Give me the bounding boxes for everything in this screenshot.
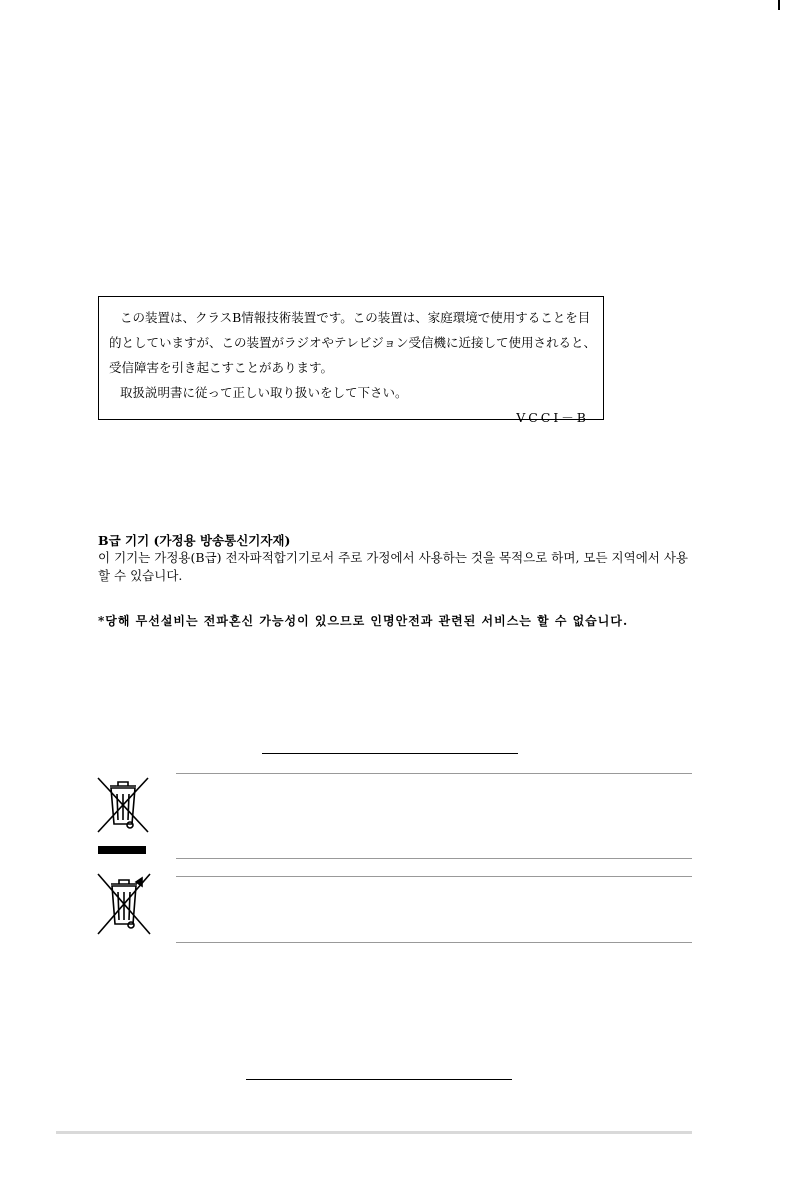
- korean-wireless-note: *당해 무선설비는 전파혼신 가능성이 있으므로 인명안전과 관련된 서비스는 할 수 없습니다.: [98, 614, 629, 628]
- weee-date-bar: [98, 846, 146, 854]
- korean-notice-body: 이 기기는 가정용(B급) 전자파적합기기로서 주로 가정에서 사용하는 것을 목적으로 하며, 모든 지역에서 사용할 수 있습니다.: [98, 550, 688, 583]
- footer-rule: [56, 1131, 692, 1134]
- crop-mark: [778, 0, 780, 10]
- crossed-out-wheelie-bin-icon: [96, 776, 150, 834]
- korean-notice-title: B급 기기 (가정용 방송통신기자재): [98, 533, 291, 548]
- weee-top-rule-1: [176, 773, 692, 774]
- vcci-line-2: 的としていますが、この装置がラジオやテレビジョン受信機に近接して使用されると、: [109, 335, 597, 350]
- vcci-line-3: 受信障害を引き起こすことがあります。: [109, 360, 334, 375]
- vcci-line-4: 取扱説明書に従って正しい取り扱いをして下さい。: [120, 385, 408, 400]
- vcci-line-1: この装置は、クラスB情報技術装置です。この装置は、家庭環境で使用することを目: [120, 310, 591, 325]
- section-underline-2: [246, 1079, 512, 1080]
- vcci-notice-box: [98, 296, 604, 425]
- section-underline-1: [262, 753, 518, 754]
- korean-class-b-notice: [98, 533, 688, 585]
- crossed-out-wheelie-bin-icon: [96, 872, 152, 936]
- vcci-code: VCCI－B: [516, 410, 589, 425]
- weee-bottom-rule-1: [176, 858, 692, 859]
- weee-top-rule-2: [176, 876, 692, 877]
- weee-bottom-rule-2: [176, 942, 692, 943]
